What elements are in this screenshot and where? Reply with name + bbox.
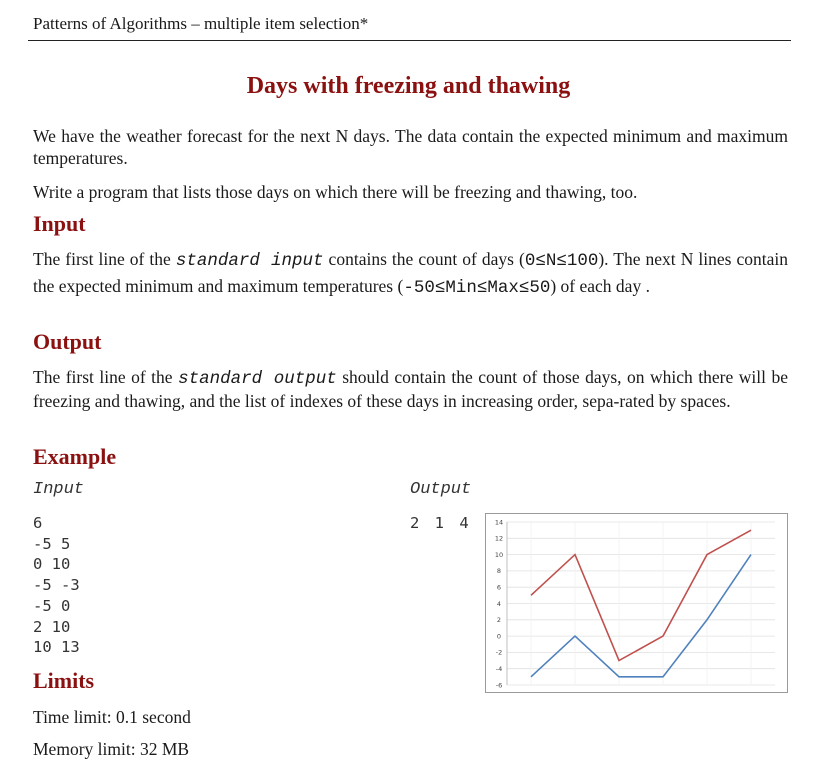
page-title: Days with freezing and thawing [246, 73, 571, 99]
y-tick-label: 6 [496, 583, 502, 592]
input-line: -5 5 [33, 534, 71, 553]
input-line: 10 13 [33, 638, 80, 657]
y-tick-label: 14 [494, 518, 504, 527]
header-rule [28, 40, 791, 41]
output-text-2: should contain the count of those days, on which there will be freezing and thawing, and the list of indexes of these days in increasing order, sepa-rated by spaces. [33, 367, 788, 411]
input-text-1: The first line of the [33, 249, 176, 269]
y-tick-label: 10 [494, 550, 504, 559]
y-tick-label: 0 [496, 632, 502, 641]
input-text-3: ). The next N lines contain the expected minimum and maximum temperatures ( [33, 249, 788, 296]
y-tick-label: -4 [495, 665, 503, 673]
input-line: 2 10 [33, 617, 71, 636]
input-line: 0 10 [33, 555, 71, 574]
output-line: 2 1 4 [410, 514, 472, 532]
memory-limit: Memory limit: 32 MB [33, 739, 190, 759]
output-code-stdout: standard output [178, 369, 337, 389]
output-text-1: The first line of the [33, 367, 179, 387]
input-text-4: ) of each day . [550, 276, 650, 296]
temperature-chart [485, 513, 788, 693]
page-header: Patterns of Algorithms – multiple item selection* [33, 14, 369, 33]
example-output-label: Output [410, 480, 472, 499]
y-tick-label: -6 [495, 681, 503, 690]
input-code-range: 0≤N≤100 [524, 251, 599, 271]
y-tick-label: -2 [495, 648, 503, 657]
input-code-stdin: standard input [175, 251, 324, 271]
input-heading: Input [33, 211, 86, 236]
example-heading: Example [33, 444, 117, 469]
input-line: -5 0 [33, 596, 71, 615]
y-tick-label: 4 [496, 599, 502, 608]
input-line: 6 [33, 514, 43, 532]
y-tick-label: 2 [496, 616, 502, 625]
output-description [33, 366, 788, 412]
intro-paragraph-1: We have the weather forecast for the next N days. The data contain the expected minimum and maximum temperatures. [33, 126, 788, 168]
input-line: -5 -3 [33, 576, 80, 595]
intro-paragraph-2: Write a program that lists those days on which there will be freezing and thawing, too. [33, 182, 638, 202]
example-input-label: Input [33, 480, 85, 499]
y-tick-label: 8 [496, 567, 502, 576]
input-description [33, 247, 788, 301]
example-input-block [33, 513, 80, 658]
input-text-2: contains the count of days ( [323, 249, 525, 269]
example-output-block [410, 513, 472, 534]
time-limit: Time limit: 0.1 second [33, 707, 191, 727]
limits-heading: Limits [33, 668, 95, 693]
y-tick-label: 12 [494, 534, 504, 543]
output-heading: Output [33, 329, 102, 354]
input-code-temps: -50≤Min≤Max≤50 [403, 278, 551, 298]
